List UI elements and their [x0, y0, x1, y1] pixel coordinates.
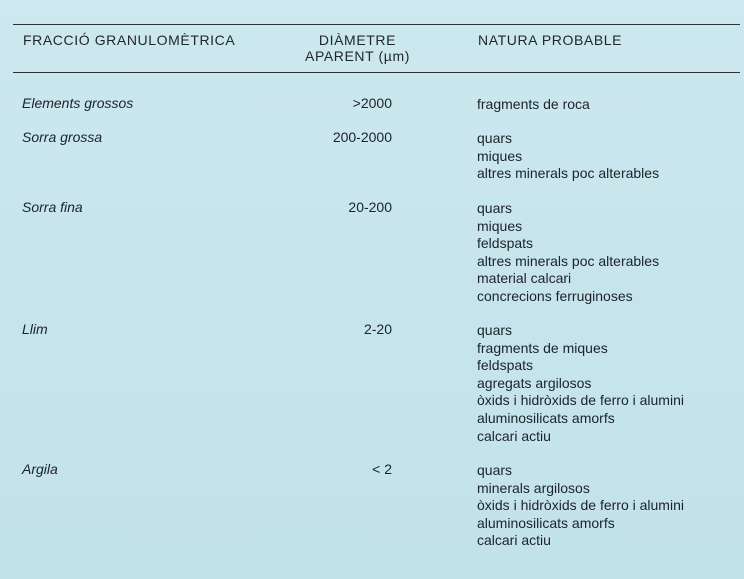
nature-item: feldspats	[477, 235, 534, 252]
header-fraction: FRACCIÓ GRANULOMÈTRICA	[23, 32, 236, 48]
diameter-value: 2-20	[363, 321, 392, 337]
header-diameter-line1: DIÀMETRE	[318, 32, 397, 48]
diameter-value: < 2	[372, 461, 392, 477]
header-diameter-line2: APARENT (µm)	[305, 48, 410, 64]
nature-item: feldspats	[477, 357, 534, 374]
table-top-rule	[13, 24, 740, 25]
nature-item: quars	[477, 200, 513, 216]
fraction-name: Argila	[22, 461, 58, 477]
nature-item: miques	[477, 217, 523, 234]
nature-item: aluminosilicats amorfs	[477, 409, 615, 426]
nature-item: quars	[477, 130, 513, 146]
fraction-name: Sorra fina	[22, 199, 83, 215]
diameter-value: 20-200	[348, 199, 392, 215]
diameter-value: 200-2000	[332, 129, 392, 145]
nature-item: aluminosilicats amorfs	[477, 514, 615, 531]
nature-item: calcari actiu	[477, 532, 551, 549]
nature-list	[477, 462, 684, 550]
nature-item: fragments de roca	[477, 96, 590, 112]
nature-item: òxids i hidròxids de ferro i alumini	[477, 497, 684, 514]
nature-item: material calcari	[477, 270, 572, 287]
fraction-name: Sorra grossa	[22, 129, 103, 145]
header-bottom-rule	[13, 72, 740, 73]
nature-list	[477, 322, 684, 445]
nature-list	[477, 200, 659, 306]
nature-item: altres minerals poc alterables	[477, 165, 660, 182]
diameter-value: >2000	[352, 95, 392, 111]
nature-item: quars	[477, 462, 513, 478]
fraction-name: Elements grossos	[22, 95, 134, 111]
nature-item: fragments de miques	[477, 339, 608, 356]
header-nature: NATURA PROBABLE	[478, 32, 623, 48]
nature-item: quars	[477, 322, 513, 338]
nature-item: agregats argilosos	[477, 374, 592, 391]
nature-list	[477, 96, 590, 114]
fraction-name: Llim	[22, 321, 48, 337]
nature-item: concrecions ferruginoses	[477, 287, 633, 304]
nature-item: òxids i hidròxids de ferro i alumini	[477, 392, 684, 409]
nature-item: calcari actiu	[477, 427, 551, 444]
nature-item: altres minerals poc alterables	[477, 252, 660, 269]
header-diameter	[300, 32, 415, 64]
nature-item: miques	[477, 147, 523, 164]
nature-item: minerals argilosos	[477, 479, 590, 496]
nature-list	[477, 130, 659, 183]
